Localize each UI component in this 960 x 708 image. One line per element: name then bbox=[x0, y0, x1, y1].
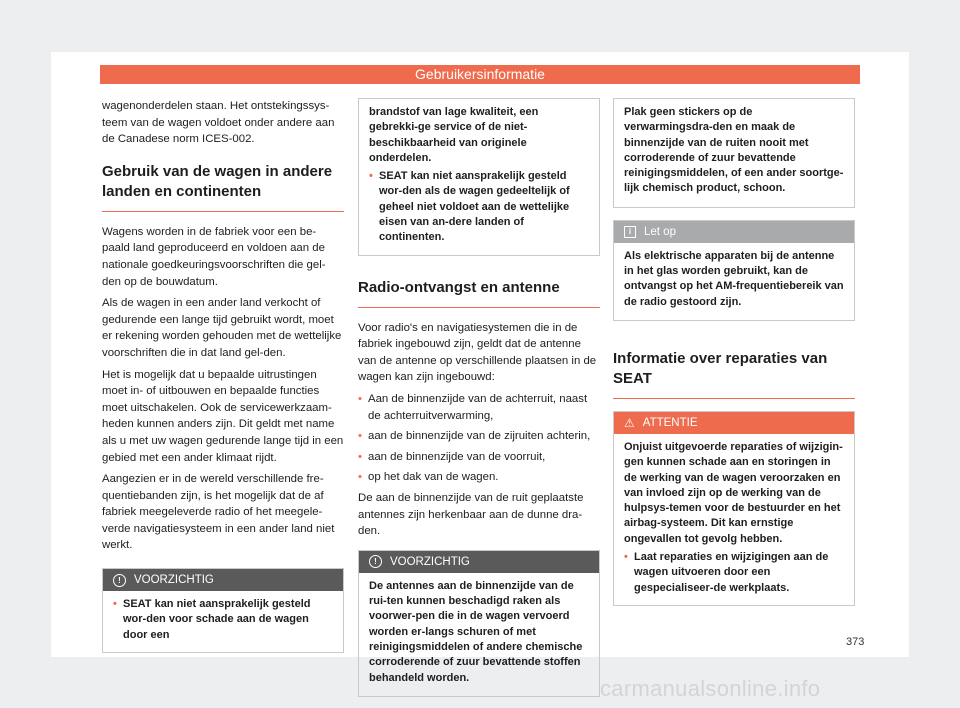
warning-box-body bbox=[614, 434, 854, 605]
caution-box-body bbox=[614, 99, 854, 207]
warning-triangle-icon: ⚠ bbox=[624, 415, 635, 430]
caution-icon: ! bbox=[369, 555, 382, 568]
section-title: Radio-ontvangst en antenne bbox=[358, 278, 560, 296]
paragraph: Aangezien er in de wereld verschillende fre-quentiebanden zijn, is het mogelijk dat de af fabriek meegeleverde radio of het meegele-verde navigatiesysteem in een ander land niet werkt. bbox=[102, 473, 335, 552]
intro-paragraph: wagenonderdelen staan. Het ontstekingssys-teem van de wagen voldoet onder andere aan de Canadese norm ICES-002. bbox=[102, 100, 335, 146]
paragraph: De aan de binnenzijde van de ruit geplaatste antennes zijn herkenbaar aan de dunne dra-den. bbox=[358, 492, 584, 538]
section-title: Gebruik van de wagen in andere landen en continenten bbox=[102, 162, 333, 200]
warning-box-header bbox=[614, 412, 854, 434]
caution-bullet: • SEAT kan niet aansprakelijk gesteld wor-den als de wagen gedeeltelijk of geheel niet voldoet aan de wettelijke eisen van an-dere landen of continenten. bbox=[369, 169, 589, 245]
caution-heading: VOORZICHTIG bbox=[390, 555, 470, 568]
caution-text: Plak geen stickers op de verwarmingsdra-den en maak de binnenzijde van de ruiten nooit met corroderende of zuur bevattende reinigingsmiddelen, of een ander soortge-lijk chemisch product, schoon. bbox=[624, 106, 844, 195]
caution-box-body bbox=[359, 573, 599, 696]
column-2 bbox=[358, 98, 600, 697]
note-heading: Let op bbox=[644, 225, 676, 238]
caution-box bbox=[102, 568, 344, 653]
caution-heading: VOORZICHTIG bbox=[134, 574, 214, 587]
caution-box-body bbox=[359, 99, 599, 255]
warning-bullet: • Laat reparaties en wijzigingen aan de wagen uitvoeren door een gespecialiseer-de werkplaats. bbox=[624, 550, 844, 596]
section-title: Informatie over reparaties van SEAT bbox=[613, 349, 828, 387]
paragraph: Als de wagen in een ander land verkocht of gedurende een lange tijd gebruikt wordt, moet er rekening worden gehouden met de wettelijke voorschriften die in dat land gel-den. bbox=[102, 297, 342, 359]
page-number: 373 bbox=[846, 636, 865, 648]
list-item: • aan de binnenzijde van de voorruit, bbox=[358, 449, 600, 466]
info-icon: i bbox=[624, 226, 636, 238]
caution-icon: ! bbox=[113, 574, 126, 587]
list-item: • Aan de binnenzijde van de achterruit, naast de achterruitverwarming, bbox=[358, 391, 600, 424]
paragraph: Voor radio's en navigatiesystemen die in de fabriek ingebouwd zijn, geldt dat de antenne van de antenne op verschillende plaatsen in de wagen kan zijn ingebouwd: bbox=[358, 321, 597, 384]
warning-heading: ATTENTIE bbox=[642, 416, 698, 429]
paragraph: Wagens worden in de fabriek voor een be-paald land geproduceerd en voldoen aan de nationale goedkeuringsvoorschriften die gel-den op de bouwdatum. bbox=[102, 225, 326, 288]
column-1 bbox=[102, 98, 344, 653]
note-box-body bbox=[614, 243, 854, 320]
column-3 bbox=[613, 98, 855, 606]
watermark: carmanualsonline.info bbox=[600, 676, 821, 701]
warning-box bbox=[613, 411, 855, 606]
section-heading-block bbox=[358, 278, 600, 308]
paragraph: Het is mogelijk dat u bepaalde uitrustingen moet in- of uitbouwen en bepaalde functies moet uitschakelen. Ook de servicewerkzaam-heden kunnen anders zijn. Dit geldt met name als u met uw wagen gedurende lange tijd in een gebied met een ander klimaat rijdt. bbox=[102, 368, 344, 464]
note-box bbox=[613, 220, 855, 321]
note-text: Als elektrische apparaten bij de antenne in het glas worden gebruikt, kan de ontvangst op het AM-frequentiebereik van de radio gestoord zijn. bbox=[624, 249, 844, 308]
caution-text: brandstof van lage kwaliteit, een gebrekki-ge service of de niet-beschikbaarheid van originele onderdelen. bbox=[369, 106, 539, 164]
section-heading-block bbox=[613, 349, 855, 399]
caution-box bbox=[358, 550, 600, 697]
section-heading-block bbox=[102, 162, 344, 212]
note-box-header bbox=[614, 221, 854, 243]
list-item: • aan de binnenzijde van de zijruiten achterin, bbox=[358, 428, 600, 445]
warning-text: Onjuist uitgevoerde reparaties of wijzigin-gen kunnen schade aan en storingen in de werking van de wagen veroorzaken en van invloed zijn op de werking van de hulpsys-temen voor de bestuurder en het airbag-systeem. Dit kan ernstige ongevallen tot gevolg hebben. bbox=[624, 440, 843, 545]
caution-box-header bbox=[359, 551, 599, 573]
caution-box-continued bbox=[613, 98, 855, 208]
page-header: Gebruikersinformatie bbox=[100, 65, 860, 84]
caution-box-body bbox=[103, 591, 343, 652]
caution-bullet: • SEAT kan niet aansprakelijk gesteld wor-den voor schade aan de wagen door een bbox=[113, 597, 333, 643]
caution-box-continued bbox=[358, 98, 600, 256]
list-item: • op het dak van de wagen. bbox=[358, 469, 600, 486]
caution-box-header bbox=[103, 569, 343, 591]
caution-text: De antennes aan de binnenzijde van de rui-ten kunnen beschadigd raken als voorwer-pen die in de wagen vervoerd worden er-langs schuren of met reinigingsmiddelen of andere chemische corroderende of zuur bevattende stoffen behandeld worden. bbox=[369, 579, 583, 684]
